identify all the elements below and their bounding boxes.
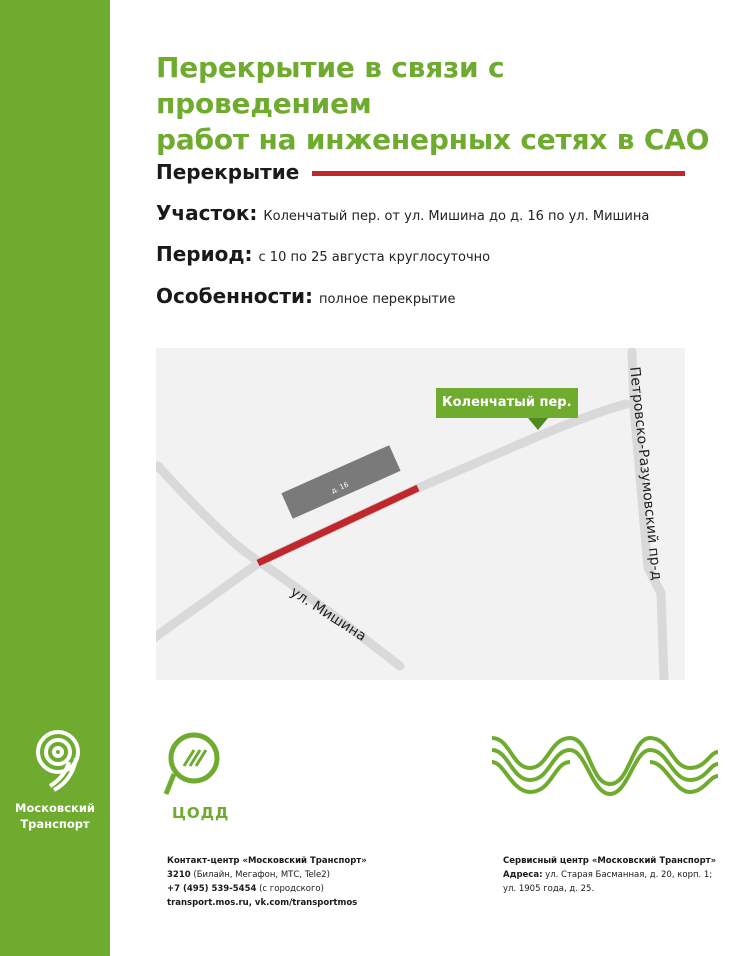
street-label-petrovsko: Петровско-Разумовский пр-д: [626, 366, 665, 581]
address-2: ул. 1905 года, д. 25.: [503, 884, 595, 894]
metro-waves-logo-icon: [490, 728, 720, 798]
codd-name: ЦОДД: [172, 804, 230, 822]
features-value: полное перекрытие: [318, 292, 456, 307]
legend-row: [156, 160, 299, 184]
section-value: Коленчатый пер. от ул. Мишина до д. 16 по ул. Мишина: [263, 209, 650, 224]
service-center-block: [503, 854, 716, 896]
callout-pointer: [528, 418, 548, 430]
legend-closure-line: [312, 171, 685, 176]
section-label: Участок:: [156, 201, 258, 225]
period-value: с 10 по 25 августа круглосуточно: [258, 250, 491, 265]
websites-link[interactable]: transport.mos.ru, vk.com/transportmos: [167, 898, 358, 908]
short-phone[interactable]: 3210: [167, 870, 191, 880]
features-row: [156, 284, 455, 308]
street-callout: Коленчатый пер.: [436, 388, 578, 418]
codd-logo-icon: [160, 730, 226, 796]
contact-center-title: Контакт-центр «Московский Транспорт»: [167, 856, 367, 866]
closure-map: [156, 348, 685, 680]
address-label: Адреса:: [503, 870, 543, 880]
section-row: [156, 201, 649, 225]
address-1: ул. Старая Басманная, д. 20, корп. 1;: [545, 870, 713, 880]
operators: (Билайн, Мегафон, МТС, Tele2): [193, 870, 330, 880]
legend-label: Перекрытие: [156, 160, 300, 184]
page-title: Перекрытие в связи с проведением работ на инженерных сетях в САО: [156, 51, 710, 156]
features-label: Особенности:: [156, 284, 313, 308]
moscow-transport-logo-icon: [30, 728, 86, 792]
period-row: [156, 242, 490, 266]
contact-center-block: [167, 854, 367, 910]
sidebar: [0, 0, 110, 956]
closed-segment: [258, 488, 418, 563]
street-label-mishina: ул. Мишина: [287, 584, 369, 645]
moscow-transport-name: Московский Транспорт: [15, 801, 95, 831]
service-center-title: Сервисный центр «Московский Транспорт»: [503, 856, 717, 866]
phone-note: (с городского): [259, 884, 324, 894]
road-branch: [156, 562, 260, 640]
building-label: д. 16: [330, 480, 350, 496]
period-label: Период:: [156, 242, 253, 266]
map-roads: [156, 348, 685, 680]
full-phone[interactable]: +7 (495) 539-5454: [167, 884, 257, 894]
